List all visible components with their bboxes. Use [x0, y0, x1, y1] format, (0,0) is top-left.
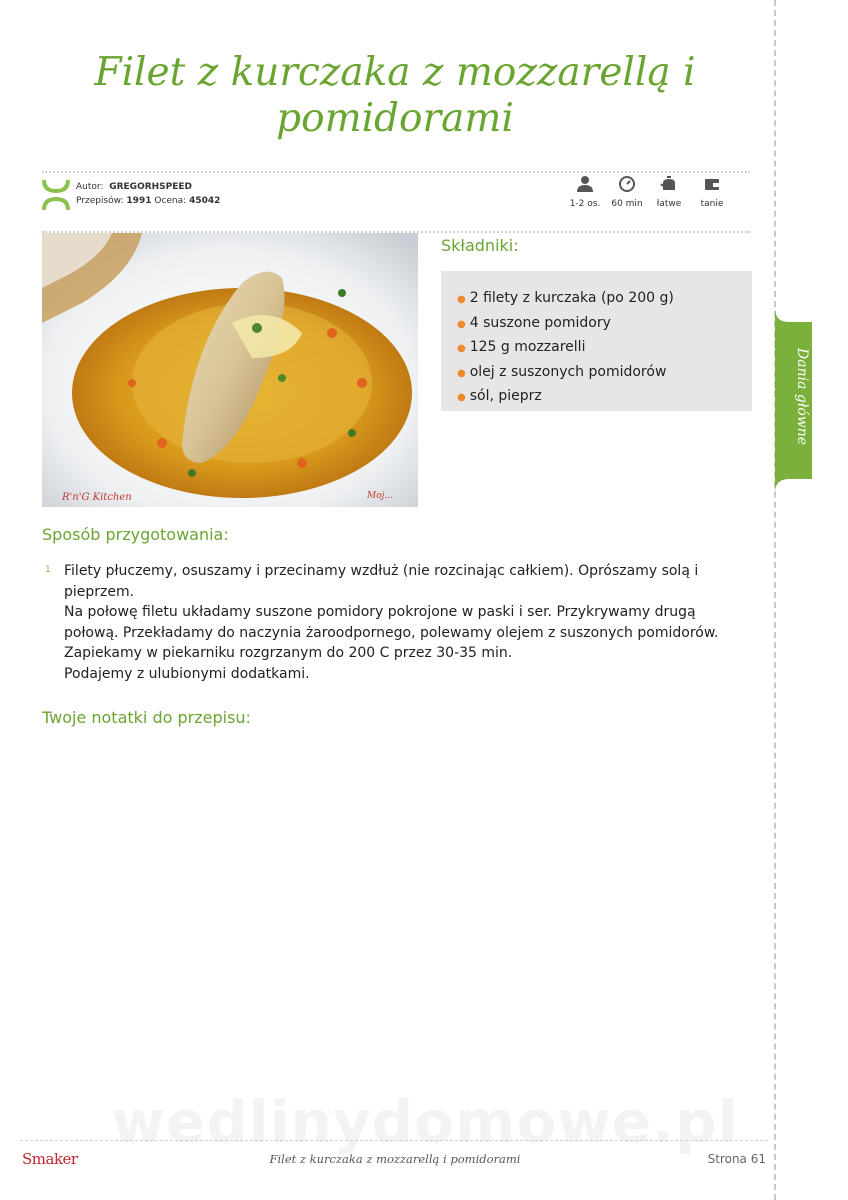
author-label: Autor: — [76, 182, 104, 192]
bullet-icon: ● — [457, 367, 466, 379]
ingredient-item — [457, 312, 752, 337]
header-divider-top — [42, 171, 750, 173]
photo-caption-right: Moj... — [367, 491, 394, 501]
cost-label: tanie — [700, 199, 724, 209]
photo-caption-left: R'n'G Kitchen — [62, 492, 132, 503]
rating-label: Ocena: — [154, 196, 187, 206]
notes-heading: Twoje notatki do przepisu: — [42, 708, 251, 727]
category-tab-label: Dania główne — [794, 348, 810, 446]
kettle-icon — [659, 175, 679, 193]
ingredient-text: 125 g mozzarelli — [469, 339, 586, 355]
ingredient-text: olej z suszonych pomidorów — [469, 363, 667, 380]
preparation-heading: Sposób przygotowania: — [42, 525, 229, 544]
author-name[interactable]: GREGORHSPEED — [109, 182, 193, 192]
ingredient-text: 4 suszone pomidory — [469, 314, 611, 331]
bullet-icon: ● — [457, 318, 466, 330]
bullet-icon: ● — [457, 294, 466, 305]
footer-recipe-title: Filet z kurczaka z mozzarellą i pomidorami — [269, 1152, 521, 1166]
ingredients-box — [441, 271, 752, 411]
step-line: pieprzem. — [64, 583, 135, 600]
time-label: 60 min — [611, 199, 643, 209]
recipes-label: Przepisów: — [76, 196, 124, 206]
servings-label: 1-2 os. — [569, 199, 601, 209]
right-dashed-border — [774, 0, 776, 1200]
ingredients-heading: Składniki: — [441, 236, 519, 255]
footer-divider — [20, 1140, 768, 1141]
difficulty-label: łatwe — [656, 199, 682, 209]
step-line: Filety płuczemy, osuszamy i przecinamy wzdłuż (nie rozcinając całkiem). Oprószamy solą i — [64, 563, 699, 579]
watermark: wedlinydomowe.pl — [111, 1088, 739, 1156]
ingredient-item — [457, 361, 752, 386]
step-line: połową. Przekładamy do naczynia żaroodpornego, polewamy olejem z suszonych pomidorów. — [64, 624, 719, 641]
bullet-icon: ● — [457, 392, 466, 403]
page-number: Strona 61 — [707, 1152, 766, 1166]
recipe-title: Filet z kurczaka z mozzarellą i pomidorami — [94, 50, 696, 141]
meta-cost — [687, 175, 737, 209]
step-line: Na połowę filetu układamy suszone pomidory pokrojone w paski i ser. Przykrywamy drugą — [64, 604, 696, 620]
person-icon — [576, 175, 594, 193]
ingredient-item — [457, 385, 752, 410]
step-line: Zapiekamy w piekarniku rozgrzanym do 200 C przez 30-35 min. — [64, 645, 513, 661]
ingredient-text: 2 filety z kurczaka (po 200 g) — [469, 290, 674, 306]
rating-value: 45042 — [189, 196, 221, 206]
author-info — [76, 180, 220, 208]
ingredient-item — [457, 287, 752, 312]
clock-icon — [618, 175, 636, 193]
bullet-icon: ● — [457, 343, 466, 354]
preparation-steps — [64, 561, 754, 684]
ingredients-list — [441, 271, 752, 410]
author-logo-icon — [40, 178, 72, 212]
recipes-count: 1991 — [126, 196, 152, 206]
step-number: 1 — [45, 565, 51, 575]
brand-logo: Smaker — [22, 1150, 78, 1168]
step-line: Podajemy z ulubionymi dodatkami. — [64, 665, 310, 682]
wallet-icon — [703, 175, 721, 193]
recipe-photo — [42, 233, 418, 507]
ingredient-text: sól, pieprz — [469, 388, 542, 404]
ingredient-item — [457, 336, 752, 361]
